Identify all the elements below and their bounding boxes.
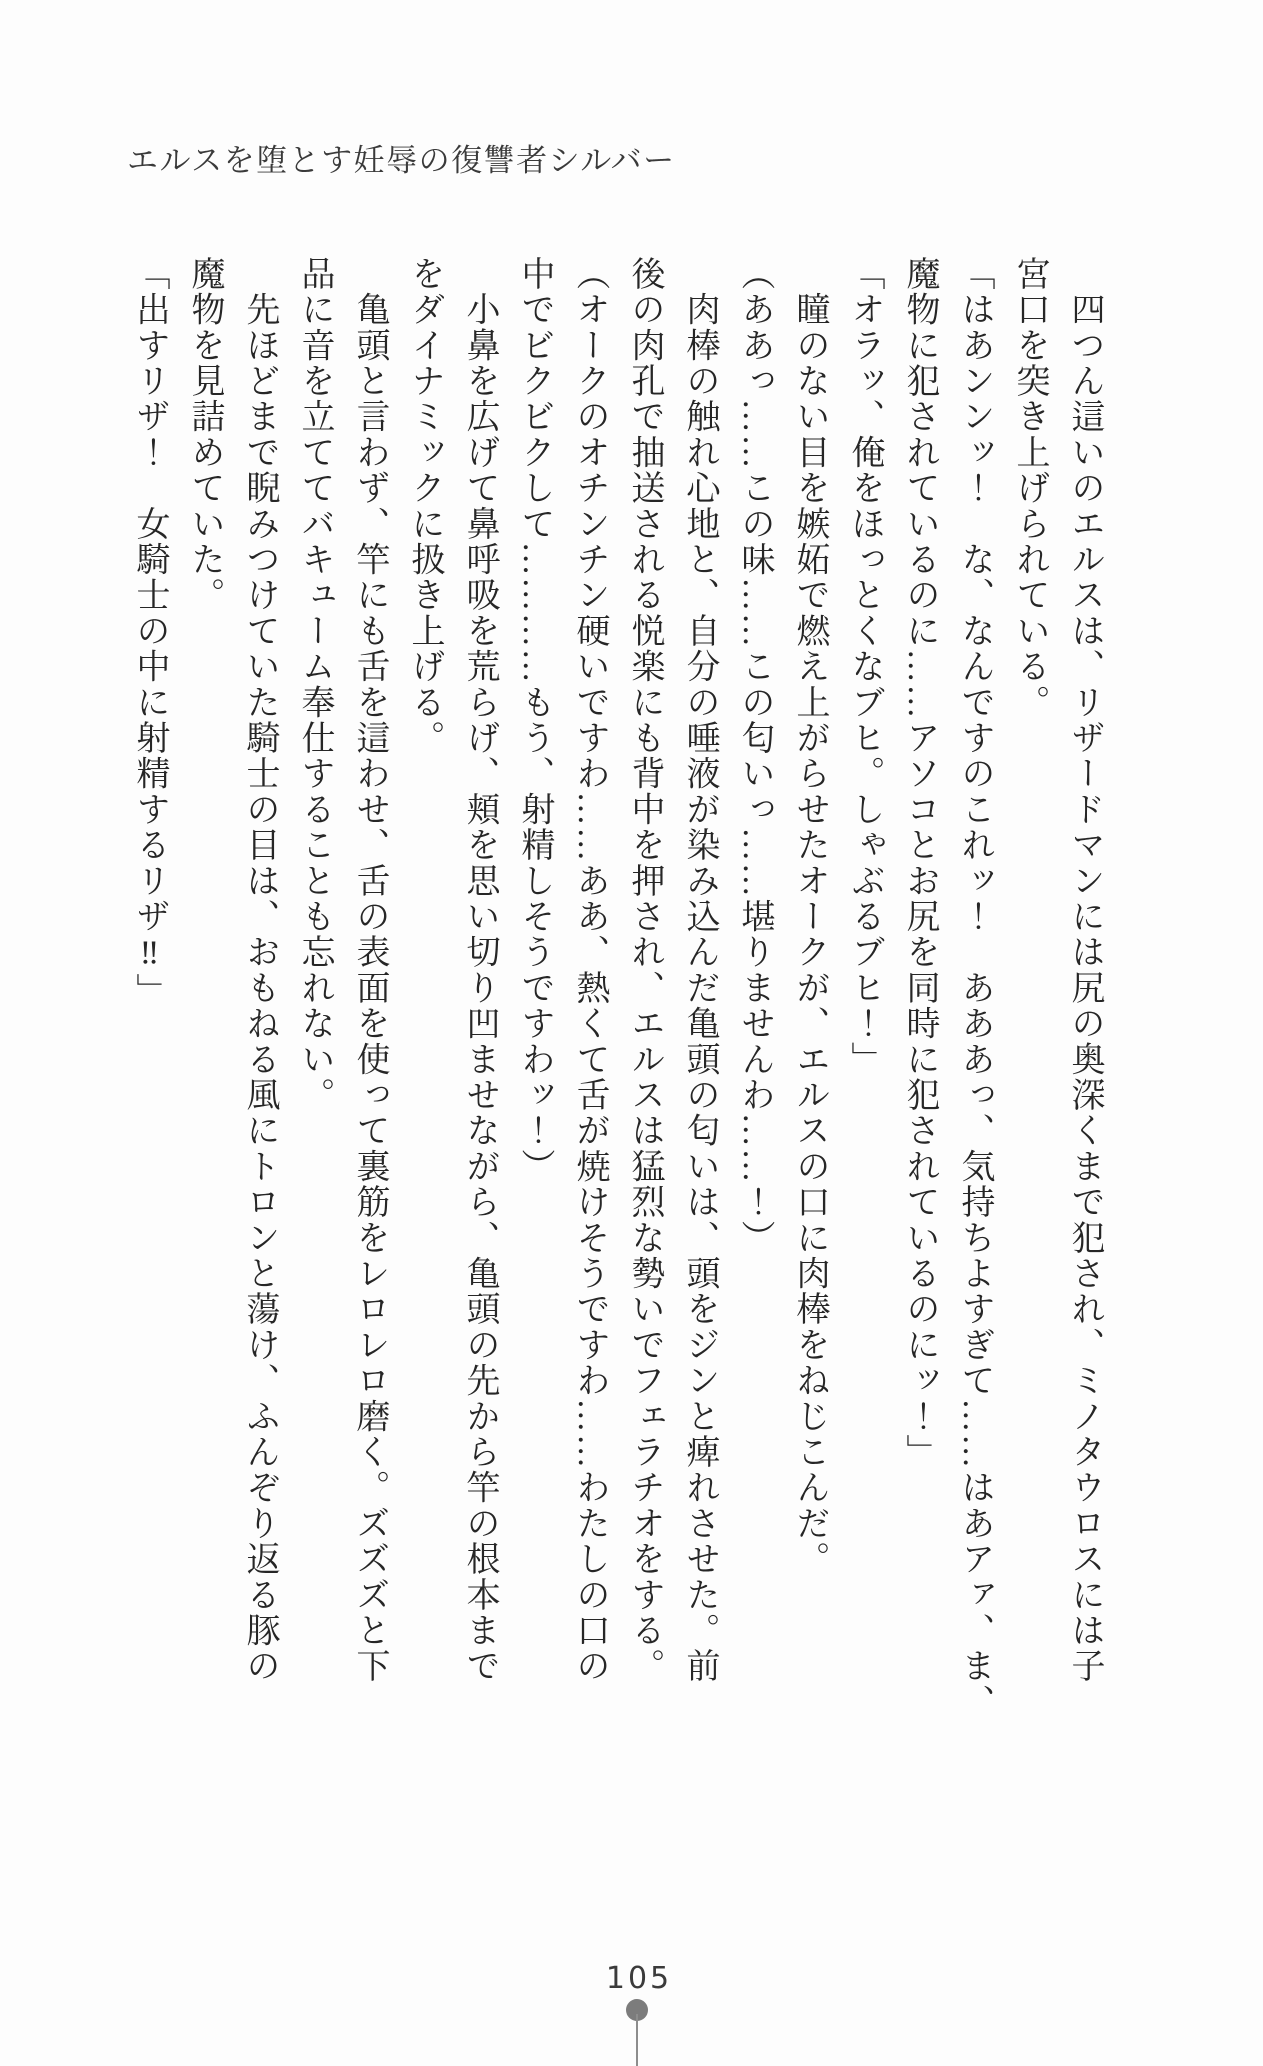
text-column: をダイナミックに扱き上げる。 (406, 256, 443, 756)
text-column: 瞳のない目を嫉妬で燃え上がらせたオークが、エルスの口に肉棒をねじこんだ。 (791, 256, 828, 1577)
text-column: 四つん這いのエルスは、リザードマンには尻の奥深くまで犯され、ミノタウロスには子 (1066, 256, 1103, 1684)
text-column: 「出すリザ！ 女騎士の中に射精するリザ‼」 (131, 256, 168, 1009)
text-column: 小鼻を広げて鼻呼吸を荒らげ、頬を思い切り凹ませながら、亀頭の先から竿の根本まで (461, 256, 498, 1684)
text-column: 「オラッ、俺をほっとくなブヒ。しゃぶるブヒ！」 (846, 256, 883, 1078)
page-number: 105 (605, 1961, 673, 1996)
running-header-title: エルスを堕とす妊辱の復讐者シルバー (127, 143, 676, 178)
text-column: 「はあンンッ！ な、なんですのこれッ！ あああっ、気持ちよすぎて……はあアァ、ま、 (956, 256, 993, 1720)
text-column: 肉棒の触れ心地と、自分の唾液が染み込んだ亀頭の匂いは、頭をジンと痺れさせた。前 (681, 256, 718, 1684)
text-column: 品に音を立ててバキューム奉仕することも忘れない。 (296, 256, 333, 1113)
footer-marker-line (636, 2014, 638, 2066)
text-column: 後の肉孔で抽送される悦楽にも背中を押され、エルスは猛烈な勢いでフェラチオをする。 (626, 256, 663, 1684)
text-column: 魔物を見詰めていた。 (186, 256, 223, 613)
text-column: （ああっ……この味……この匂いっ……堪りませんわ……！） (736, 256, 773, 1256)
body-text (122, 256, 1112, 1736)
text-column: （オークのオチンチン硬いですわ……ああ、熱くて舌が焼けそうですわ……わたしの口の (571, 256, 608, 1684)
text-column: 魔物に犯されているのに……アソコとお尻を同時に犯されているのにッ！」 (901, 256, 938, 1470)
text-column: 先ほどまで睨みつけていた騎士の目は、おもねる風にトロンと蕩け、ふんぞり返る豚の (241, 256, 278, 1684)
text-column: 中でビクビクして…………もう、射精しそうですわッ！） (516, 256, 553, 1185)
text-column: 宮口を突き上げられている。 (1011, 256, 1048, 721)
text-column: 亀頭と言わず、竿にも舌を這わせ、舌の表面を使って裏筋をレロレロ磨く。ズズズと下 (351, 256, 388, 1684)
